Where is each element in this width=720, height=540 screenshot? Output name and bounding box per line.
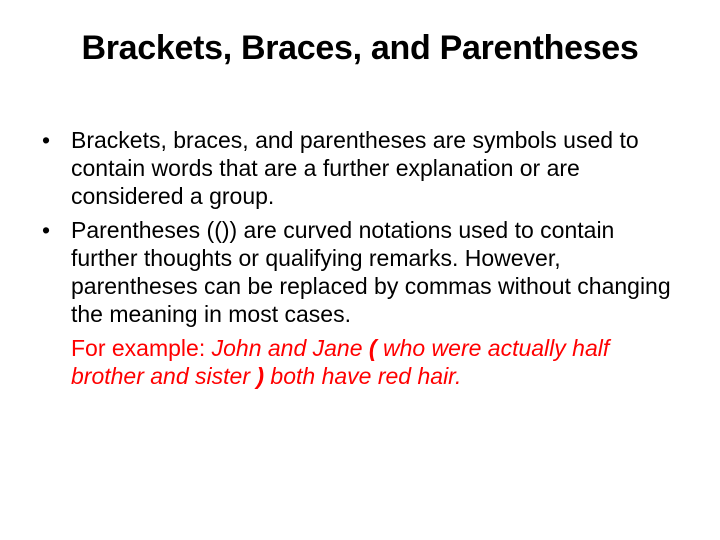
example-open-paren: ( (368, 335, 377, 361)
example-lead: For example: (71, 335, 212, 361)
bullet-item-1 (42, 126, 672, 210)
example-text-part2: who were actually half brother and sister (71, 335, 610, 389)
bullet-text: Brackets, braces, and parentheses are symbols used to contain words that are a further explanation or are considered a group. (71, 127, 639, 209)
bullet-marker: • (42, 127, 51, 153)
bullet-text: Parentheses (()) are curved notations used to contain further thoughts or qualifying remarks. However, parentheses can be replaced by commas without changing the meaning in most cases. (71, 217, 671, 327)
example-text-part3: both have red hair. (264, 363, 462, 389)
bullet-marker: • (42, 217, 51, 243)
example-paragraph (42, 334, 672, 390)
bullet-item-2 (42, 216, 672, 328)
slide-body (42, 126, 672, 390)
slide-title: Brackets, Braces, and Parentheses (81, 29, 639, 67)
example-close-paren: ) (256, 363, 265, 389)
example-text-part1: John and Jane (211, 335, 369, 361)
